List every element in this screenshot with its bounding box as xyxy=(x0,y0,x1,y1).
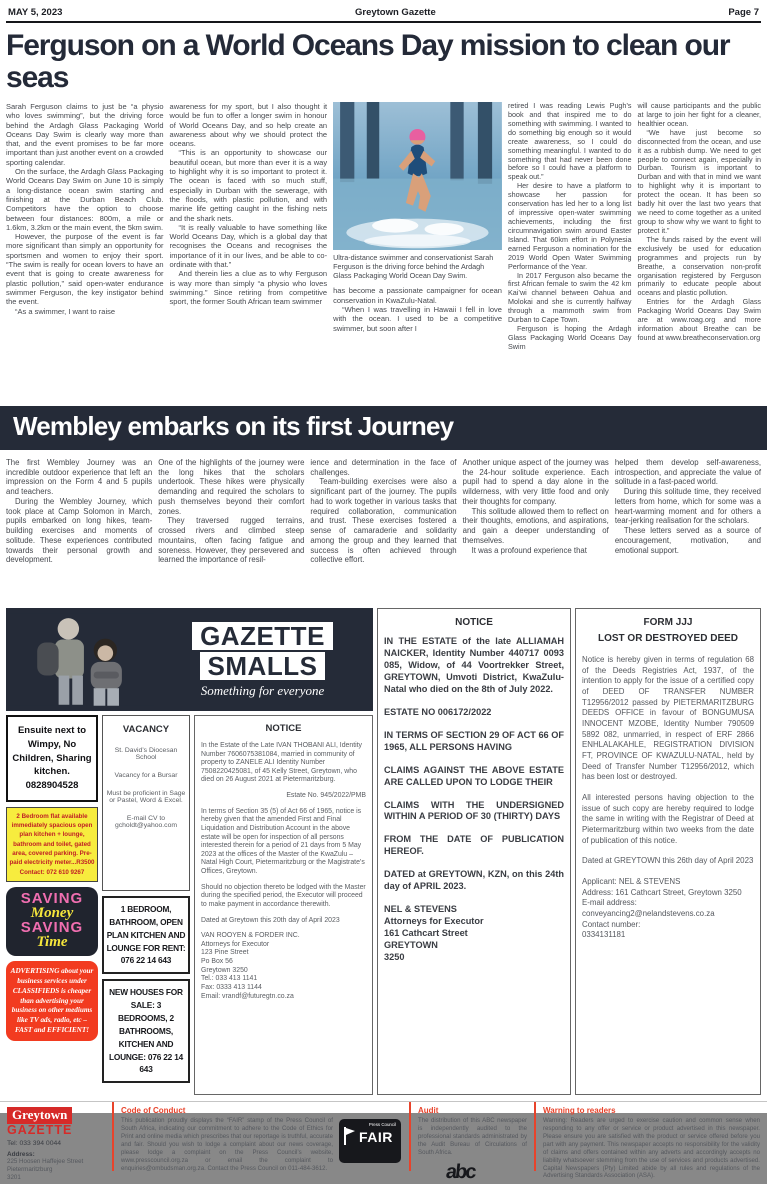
paragraph: IN TERMS OF SECTION 29 OF ACT 66 OF 1965, ALL PERSONS HAVING xyxy=(384,729,564,752)
form-jjj-subtitle: LOST OR DESTROYED DEED xyxy=(597,632,738,644)
paragraph: Dated at GREYTOWN this 26th day of April 2023 xyxy=(582,856,754,866)
vacancy-title: VACANCY xyxy=(122,724,170,735)
paragraph: The first Wembley Journey was an incredible outdoor experience that left an impression on the Form 4 and 5 pupils and teachers. xyxy=(6,458,153,497)
code-of-conduct-block xyxy=(112,1102,409,1171)
paragraph: ESTATE NO 006172/2022 xyxy=(384,706,492,717)
page-number: Page 7 xyxy=(728,7,759,18)
small-ads-row xyxy=(6,715,373,1095)
paragraph: ience and determination in the face of challenges. xyxy=(310,458,457,477)
paragraph: These letters served as a source of encouragement, motivation, and emotional support. xyxy=(614,526,762,555)
notice-1-paragraph: Should no objection thereto be lodged with the Master during the specified period, the Executor will proceed to make payment in accordance therewith. xyxy=(201,883,366,908)
paragraph: The funds raised by the event will exclusively be used for education programmes and projects run by Breathe, a conservation non-profit organisation registered by Ferguson primarily to educate people about oceans and plastic pollution. xyxy=(637,234,762,298)
paragraph: IN THE ESTATE of the late ALLIAMAH NAICKER, Identity Number 440717 0093 085, Widow, of 44 Voortrekker Street, GREYTOWN, Umvoti District, KwaZulu-Natal who died on the 8th of July 2022. xyxy=(384,636,564,694)
smalls-people-photo xyxy=(8,612,154,707)
warning-heading: Warning to readers xyxy=(543,1106,616,1115)
flat-classified-ad: 2 Bedroom flat available immediately spacious open plan kitchen + lounge, bathroom and toilet, gated area, covered parking. Pre-paid electricity meter...R3500 Contact: 072 610 9267 xyxy=(6,807,98,882)
paragraph: Tel.: 033 413 1141 xyxy=(201,975,258,983)
estate-notice-ali xyxy=(194,715,373,1095)
paragraph: Sarah Ferguson claims to just be “a physio who loves swimming”, but the driving force behind the Ardagh Glass Packaging World Oceans Day Swim is clearly way more than that, and the event promises to be far more important than just another event on a crowded sporting calendar. xyxy=(6,102,164,167)
wembley-column-5 xyxy=(615,458,761,604)
paragraph: Another unique aspect of the journey was the 24-hour solitude experience. Each pupil had to spend a day alone in the wilderness, with very little food and only their thoughts for company. xyxy=(462,458,609,506)
wembley-column-4 xyxy=(463,458,609,604)
sale-ad: NEW HOUSES FOR SALE: 3 BEDROOMS, 2 BATHROOMS, KITCHEN AND LOUNGE: 076 22 14 643 xyxy=(102,979,190,1083)
article-column-3 xyxy=(333,102,502,398)
photo-caption: Ultra-distance swimmer and conservationist Sarah Ferguson is the driving force behind the Ardagh Glass Packaging World Ocean Day Swim. xyxy=(333,253,494,280)
paragraph: Pietermaritzburg xyxy=(7,1165,53,1173)
paragraph: Attorneys for Executor xyxy=(384,916,484,927)
smalls-title-line2: SMALLS xyxy=(200,652,326,680)
audit-block xyxy=(409,1102,534,1183)
small-ads-column-1 xyxy=(6,715,98,1095)
paragraph: Team-building exercises were also a significant part of the journey. The pupils had to work together in various tasks that required collaboration, communication and trust. These exercises fostered a sense of camaraderie and solidarity among the group and they learned that success is often achieved through collective effort. xyxy=(310,477,457,565)
paragraph: “As a swimmer, I want to raise xyxy=(15,306,116,316)
gazette-logo-bottom: GAZETTE xyxy=(7,1123,73,1137)
paragraph: During the Wembley Journey, which took place at Camp Solomon in March, pupils embarked on long hikes, team-building exercises and moments of solitude. These experiences contributed towards their personal growth and development. xyxy=(6,496,153,565)
audit-body: The distribution of this ABC newspaper is independently audited to the professional standards administrated by the Audit Bureau of Circulations of South Africa. xyxy=(418,1117,527,1156)
paragraph: GREYTOWN xyxy=(384,940,438,951)
smalls-tagline: Something for everyone xyxy=(200,682,325,698)
wembley-article xyxy=(6,458,761,604)
saving-line1: SAVING xyxy=(20,889,84,907)
paragraph: St. David’s Diocesan School xyxy=(114,747,178,761)
paragraph: Ferguson is hoping the Ardagh Glass Packaging World Oceans Day Swim xyxy=(507,324,632,351)
saving-line2: Money xyxy=(30,905,74,922)
wembley-headline: Wembley embarks on its first Journey xyxy=(13,411,454,441)
paragraph: helped them develop self-awareness, introspection, and appreciate the value of solitude in a fast-paced world. xyxy=(614,458,762,487)
paragraph: This solitude allowed them to reflect on their thoughts, emotions, and aspirations, and gain a deeper understanding of themselves. xyxy=(462,506,609,545)
paragraph: VAN ROOYEN & FORDER INC. xyxy=(201,932,300,940)
paragraph: During this solitude time, they received letters from home, which for some was a heart-warming moment and for others a tear-jerking realisation for the scholars. xyxy=(614,487,762,526)
saving-money-ad xyxy=(6,887,98,957)
wembley-headline-banner xyxy=(0,406,767,450)
ensuite-classified-ad: Ensuite next to Wimpy, No Children, Sharing kitchen. 0828904528 xyxy=(6,715,98,802)
article-column-4 xyxy=(508,102,632,398)
paragraph: FROM THE DATE OF PUBLICATION HEREOF. xyxy=(384,834,564,857)
paragraph: NEL & STEVENS xyxy=(384,904,457,915)
publisher-phone: Tel: 033 394 0044 xyxy=(7,1139,62,1147)
form-jjj-column xyxy=(575,608,761,1095)
swimmer-photo xyxy=(333,102,502,280)
fair-label: FAIR xyxy=(359,1129,393,1146)
paragraph: In 2017 Ferguson also became the first African female to swim the 42 km Kai’wi channel between Oahua and Molokai and she is currently halfway through a mammoth swim from Durban to Cape Town. xyxy=(507,270,632,325)
paragraph: “We have just become so disconnected from the ocean, and use it as a rubbish dump. We need to get people to connect again, especially in Durban. Tourism is important to Durban and with that in mind we want to highlight why it is important to protect the ocean. It has been so badly hit over the last two years that we need to come together as a united group to show why we want to fight to protect it.” xyxy=(637,127,762,235)
paragraph: “This is an opportunity to showcase our beautiful ocean, but more than ever it is a way to highlight why it is so important to protect it. The ocean is faced with so much stuff, especially in Durban with the sewerage, with the floods, with plastic pollution, and with marine life getting caught in the fishing nets and the shark nets. xyxy=(169,148,328,223)
article-column-2 xyxy=(170,102,328,398)
wembley-column-2 xyxy=(158,458,304,604)
saving-line3: SAVING xyxy=(20,919,84,937)
warning-body: Warning: Readers are urged to exercise caution and common sense when responding to any offer or service or product advertised in this newspaper. Please ensure you are satisfied with the product or service offered before you part with any payment. This newspaper accepts no responsibility for the validity of claims and offers contained within any adverts and accordingly accepts no liability whatsoever stemming from the use of services and products advertised. Capital Newspapers (Pty) Limited abide by all rules and regulations of the Advertising Standards Association (ASA). xyxy=(543,1117,760,1180)
paragraph: Entries for the Ardagh Glass Packaging World Oceans Day Swim are at www.roag.org and more information about Breathe can be found at www.breatheconservation.org xyxy=(637,297,762,342)
paragraph: awareness for my sport, but I also thought it would be fun to offer a longer swim in honour of World Oceans Day, and so help create an awareness about why we should protect the oceans. xyxy=(169,102,328,149)
paragraph: E-mail address: xyxy=(582,898,637,908)
paragraph: 3250 xyxy=(384,952,405,963)
advertising-promo-ad: ADVERTISING about your business services under CLASSIFIEDS is cheaper than advertising your business on other mediums like TV ads, radio, etc – FAST and EFFICIENT! xyxy=(6,961,98,1041)
paragraph: will cause participants and the public at large to join her fight for a cleaner, healthier ocean. xyxy=(637,101,762,128)
paragraph: DATED at GREYTOWN, KZN, on this 24th day of APRIL 2023. xyxy=(384,869,564,892)
paragraph: Fax: 0333 413 1144 xyxy=(201,983,262,991)
page-header xyxy=(6,0,761,23)
issue-date: MAY 5, 2023 xyxy=(8,7,63,18)
press-council-label: Press Council xyxy=(368,1122,396,1127)
paragraph: Attorneys for Executor xyxy=(201,940,270,948)
abc-logo: abc xyxy=(444,1160,476,1183)
notice-2-title: NOTICE xyxy=(455,617,493,628)
paragraph: CLAIMS AGAINST THE ABOVE ESTATE ARE CALLED UPON TO LODGE THEIR xyxy=(384,764,564,787)
smalls-title-line1: GAZETTE xyxy=(192,622,333,650)
paragraph: “It is really valuable to have something like World Oceans Day, which is a global day that recognises the Oceans and recognises the importance of it in our lives, and be able to co-ordinate with that.” xyxy=(169,222,328,270)
notice-2-paragraphs xyxy=(384,636,564,893)
paragraph: CLAIMS WITH THE UNDERSIGNED WITHIN A PERIOD OF 30 (THIRTY) DAYS xyxy=(384,799,564,822)
fair-flag-icon xyxy=(344,1127,356,1145)
estate-notice-2-column xyxy=(377,608,571,1095)
paragraph: 225 Hoosen Haffejee Street xyxy=(7,1157,84,1165)
masthead: Greytown Gazette xyxy=(354,7,436,18)
notice-1-title: NOTICE xyxy=(265,723,302,734)
paragraph: Must be proficient in Sage or Pastel, Word & Excel. xyxy=(106,790,186,804)
wembley-column-1 xyxy=(6,458,152,604)
small-ads-column-2 xyxy=(102,715,190,1095)
paragraph: 0334131181 xyxy=(582,930,626,940)
article-column-5 xyxy=(638,102,762,398)
paragraph: One of the highlights of the journey were the long hikes that the scholars undertook. These hikes were physically demanding and required the scholars to push themselves beyond their comfort zones. xyxy=(158,458,305,516)
classifieds-section xyxy=(6,608,761,1095)
paragraph: Greytown 3250 xyxy=(201,966,248,974)
wembley-column-3 xyxy=(310,458,456,604)
publisher-address xyxy=(7,1158,105,1182)
gazette-smalls-banner xyxy=(6,608,373,711)
vacancy-lines xyxy=(106,747,186,829)
paragraph: retired I was reading Lewis Pugh’s book and that inspired me to do something with swimming. I wanted to do something big enough so it would create awareness, so I could do something meaningful. I wanted to do something that had never been done before so I could have a platform to speak out.” xyxy=(507,101,632,182)
saving-line4: Time xyxy=(36,934,68,951)
press-council-fair-logo xyxy=(339,1119,401,1163)
notice-1-estate-number: Estate No. 945/2022/PMB xyxy=(286,792,366,799)
rent-ad: 1 BEDROOM, BATHROOM, OPEN PLAN KITCHEN AND LOUNGE FOR RENT: 076 22 14 643 xyxy=(102,896,190,974)
notice-1-dated: Dated at Greytown this 20th day of April 2023 xyxy=(201,916,340,924)
notice-2-firm-details xyxy=(384,904,564,964)
notice-1-paragraph: In the Estate of the Late IVAN THOBANI ALI, Identity Number 7606075381084, married in community of property to ZANELE ALI Identity Number 7508220425081, of 45 Kelly Street, Greytown, who died on 26 August 2021 at Pietermaritzburg. xyxy=(201,741,362,784)
address-heading: Address: xyxy=(7,1150,35,1158)
vacancy-ad xyxy=(102,715,190,891)
form-jjj-title: FORM JJJ xyxy=(643,617,693,628)
paragraph: It was a profound experience that xyxy=(471,545,587,555)
paragraph: Address: 161 Cathcart Street, Greytown 3250 xyxy=(582,887,742,897)
paragraph: Notice is hereby given in terms of regulation 68 of the Deeds Registries Act, 1937, of the intention to apply for the issue of a certified copy of DEED OF TRANSFER NUMBER T12956/2012 passed by PIETERMARITZBURG DEEDS OFFICE in favour of BONGUMUSA INNOCENT MZOBE, Identity Number 790509 5892 082, unmarried, in respect of ERF 2866 ENHLALAKAHLE, REGISTRATION DIVISION FT, PROVINCE OF KWAZULU-NATAL, held by Deed of Transfer Number T12956/2012, which has been lost or destroyed. xyxy=(582,655,754,782)
paragraph: They traversed rugged terrains, crossed rivers and climbed steep mountains, often facing fatigue and soreness. However, they persevered and learned the importance of resil- xyxy=(158,516,305,565)
paragraph: Applicant: NEL & STEVENS xyxy=(582,877,681,887)
paragraph: conveyancing2@nelandstevens.co.za xyxy=(582,909,715,919)
paragraph: “When I was travelling in Hawaii I fell in love with the ocean. I used to be a competitive swimmer, but soon after I xyxy=(333,304,502,333)
paragraph: All interested persons having objection to the issue of such copy are hereby required to lodge the same in writing with the Registrar of Deed at Pietermaritzburg within two weeks from the date of publication of this notice. xyxy=(582,793,754,845)
paragraph: 123 Pine Street xyxy=(201,949,249,957)
paragraph: And therein lies a clue as to why Ferguson is way more than simply “a physio who loves swimming.” Since retiring from competitive sport, the former South African team swimmer xyxy=(169,269,328,307)
paragraph: E-mail CV to gcholdt@yahoo.com xyxy=(114,815,178,829)
page-footer xyxy=(0,1101,767,1183)
form-jjj-paragraphs xyxy=(582,655,754,867)
audit-heading: Audit xyxy=(418,1106,439,1115)
notice-1-firm-details xyxy=(201,932,366,1001)
paragraph: Vacancy for a Bursar xyxy=(114,772,178,779)
publisher-contact-block xyxy=(0,1102,112,1181)
paragraph: 161 Cathcart Street xyxy=(384,928,468,939)
form-jjj-notice xyxy=(575,608,761,1095)
smalls-banner-text xyxy=(158,621,367,699)
code-of-conduct-body: This publication proudly displays the “FAIR” stamp of the Press Council of South Africa, indicating our commitment to adhere to the Code of Ethics for Print and online media which prescribes that our reportage is truthful, accurate and fair. Should you wish to lodge a complaint about our news coverage, please lodge a complaint on the Press Council’s website, www.presscouncil.org.za or email the complaint to enquiries@ombudsman.org.za. Contact the Press Council on 011-484-3612. xyxy=(121,1117,333,1172)
form-jjj-contact-details xyxy=(582,877,754,941)
paragraph: 3201 xyxy=(7,1173,21,1181)
ferguson-article xyxy=(6,102,761,398)
paragraph: Po Box 56 xyxy=(201,958,233,965)
estate-notice-1-column xyxy=(194,715,373,1095)
paragraph: However, the purpose of the event is far more significant than simply an opportunity for sportsmen and women to enjoy their sport. “The swim is really for ocean lovers to have an event that is going to create awareness for plastic pollution,” said open-water endurance swimmer Ferguson, the key instigator behind the event. xyxy=(6,232,164,307)
ferguson-headline: Ferguson on a World Oceans Day mission to clean our seas xyxy=(6,29,730,94)
warning-to-readers-block xyxy=(534,1102,767,1180)
paragraph: Contact number: xyxy=(582,919,641,929)
notice-1-paragraph: In terms of Section 35 (5) of Act 66 of 1965, notice is hereby given that the amended First and Final Liquidation and Distribution Account in the above estate will be open for inspection of all persons interested therein for a period of 21 days from 5 May 2023 at the offices of the Master of the KwaZulu – Natal High Court, Pietermaritzburg or the Magistrate’s Offices, Greytown. xyxy=(201,807,365,875)
estate-notice-naicker xyxy=(377,608,571,1095)
article-column-1 xyxy=(6,102,164,398)
gazette-logo-top: Greytown xyxy=(7,1107,72,1124)
paragraph: has become a passionate campaigner for ocean conservation in KwaZulu-Natal. xyxy=(333,286,502,305)
article-column-3-text xyxy=(333,286,502,332)
paragraph: Email: vrandf@futuregtn.co.za xyxy=(201,992,294,1000)
paragraph: Her desire to have a platform to showcase her passion for conservation has led her to a long list of impressive open-water swimming achievements, including the first circumnavigation swim around Easter Island. That 60km effort in Polynesia earned Ferguson a nomination for the 2019 World Open Water Swimming Performance of the Year. xyxy=(507,181,632,271)
code-of-conduct-heading: Code of Conduct xyxy=(121,1106,186,1115)
paragraph: On the surface, the Ardagh Glass Packaging World Oceans Day Swim on June 10 is simply a long-distance ocean swim starting and finishing at the Durban Beach Club. Competitors have the option to choose between four distances: 800m, a mile or 1.6km, 3.2km or the main event, the 5km swim. xyxy=(6,167,164,232)
swimmer-photo-image xyxy=(333,102,502,250)
classifieds-left xyxy=(6,608,373,1095)
